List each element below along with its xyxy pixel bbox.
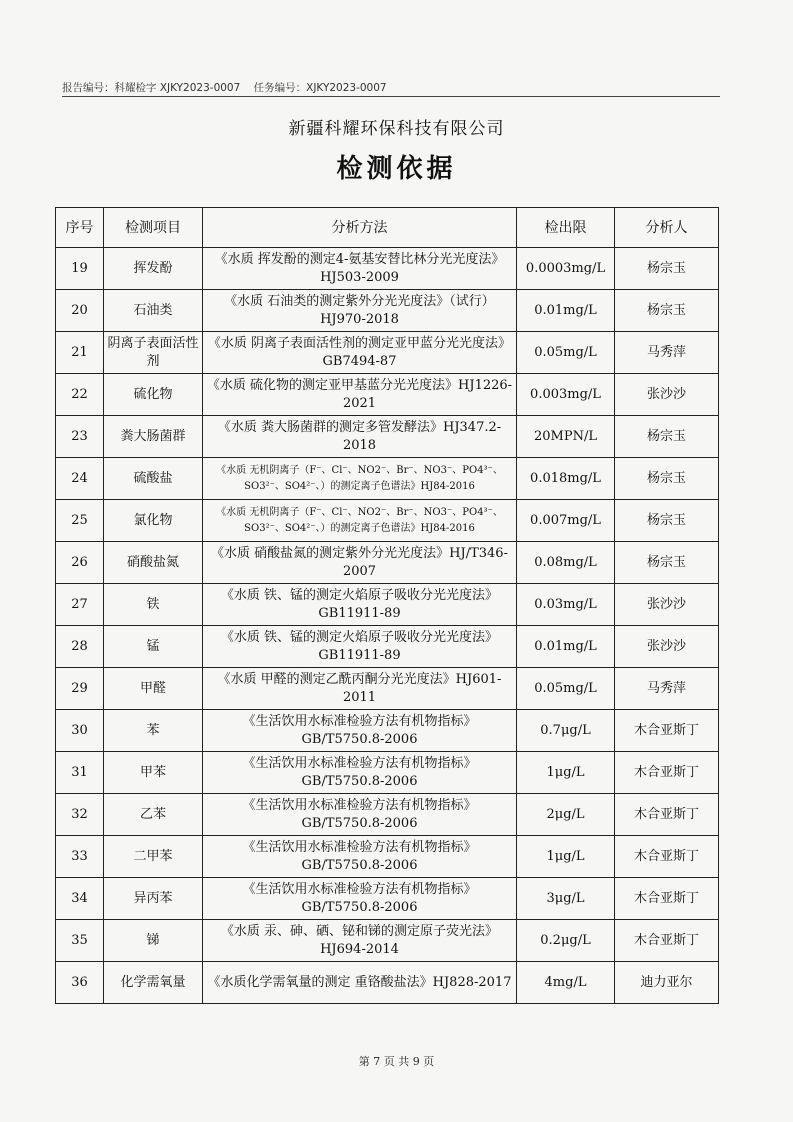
cell-method: 《生活饮用水标准检验方法有机物指标》GB/T5750.8-2006 bbox=[203, 878, 517, 920]
cell-analyst: 木合亚斯丁 bbox=[615, 794, 719, 836]
cell-analyst: 木合亚斯丁 bbox=[615, 710, 719, 752]
cell-analyst: 张沙沙 bbox=[615, 584, 719, 626]
cell-method: 《水质 无机阴离子（F⁻、Cl⁻、NO2⁻、Br⁻、NO3⁻、PO4³⁻、SO3²⁻、SO4²⁻、）的测定离子色谱法》HJ84-2016 bbox=[203, 458, 517, 500]
cell-limit: 0.018mg/L bbox=[517, 458, 615, 500]
cell-limit: 0.01mg/L bbox=[517, 626, 615, 668]
cell-limit: 0.05mg/L bbox=[517, 332, 615, 374]
table-row bbox=[56, 542, 719, 584]
table-row bbox=[56, 962, 719, 1004]
cell-item: 挥发酚 bbox=[104, 248, 203, 290]
table-row bbox=[56, 710, 719, 752]
page-title: 检测依据 bbox=[336, 154, 457, 184]
table-row bbox=[56, 332, 719, 374]
cell-method: 《水质 硫化物的测定亚甲基蓝分光光度法》HJ1226-2021 bbox=[203, 374, 517, 416]
cell-seq: 30 bbox=[56, 710, 104, 752]
cell-item: 硫酸盐 bbox=[104, 458, 203, 500]
header-divider bbox=[62, 96, 720, 97]
cell-method: 《水质 甲醛的测定乙酰丙酮分光光度法》HJ601-2011 bbox=[203, 668, 517, 710]
cell-method: 《水质 粪大肠菌群的测定多管发酵法》HJ347.2-2018 bbox=[203, 416, 517, 458]
column-header-analyst: 分析人 bbox=[615, 208, 719, 248]
cell-method: 《水质 石油类的测定紫外分光光度法》（试行）HJ970-2018 bbox=[203, 290, 517, 332]
cell-seq: 24 bbox=[56, 458, 104, 500]
cell-seq: 32 bbox=[56, 794, 104, 836]
column-header-seq: 序号 bbox=[56, 208, 104, 248]
cell-method: 《生活饮用水标准检验方法有机物指标》GB/T5750.8-2006 bbox=[203, 836, 517, 878]
cell-item: 硫化物 bbox=[104, 374, 203, 416]
cell-method: 《生活饮用水标准检验方法有机物指标》GB/T5750.8-2006 bbox=[203, 710, 517, 752]
cell-seq: 21 bbox=[56, 332, 104, 374]
cell-method: 《水质 无机阴离子（F⁻、Cl⁻、NO2⁻、Br⁻、NO3⁻、PO4³⁻、SO3²⁻、SO4²⁻、）的测定离子色谱法》HJ84-2016 bbox=[203, 500, 517, 542]
column-header-limit: 检出限 bbox=[517, 208, 615, 248]
table-row bbox=[56, 500, 719, 542]
table-row bbox=[56, 458, 719, 500]
table-row bbox=[56, 248, 719, 290]
cell-seq: 33 bbox=[56, 836, 104, 878]
cell-method: 《水质 铁、锰的测定火焰原子吸收分光光度法》GB11911-89 bbox=[203, 584, 517, 626]
cell-analyst: 木合亚斯丁 bbox=[615, 920, 719, 962]
cell-method: 《水质 汞、砷、硒、铋和锑的测定原子荧光法》HJ694-2014 bbox=[203, 920, 517, 962]
table-row bbox=[56, 668, 719, 710]
cell-item: 石油类 bbox=[104, 290, 203, 332]
table-row bbox=[56, 920, 719, 962]
cell-analyst: 木合亚斯丁 bbox=[615, 878, 719, 920]
cell-seq: 36 bbox=[56, 962, 104, 1004]
cell-limit: 0.08mg/L bbox=[517, 542, 615, 584]
cell-item: 阴离子表面活性剂 bbox=[104, 332, 203, 374]
table-row bbox=[56, 878, 719, 920]
cell-analyst: 杨宗玉 bbox=[615, 500, 719, 542]
cell-analyst: 张沙沙 bbox=[615, 626, 719, 668]
table-row bbox=[56, 416, 719, 458]
cell-limit: 0.05mg/L bbox=[517, 668, 615, 710]
cell-method: 《生活饮用水标准检验方法有机物指标》GB/T5750.8-2006 bbox=[203, 752, 517, 794]
cell-limit: 0.01mg/L bbox=[517, 290, 615, 332]
column-header-item: 检测项目 bbox=[104, 208, 203, 248]
cell-limit: 0.007mg/L bbox=[517, 500, 615, 542]
cell-limit: 4mg/L bbox=[517, 962, 615, 1004]
cell-method: 《水质 硝酸盐氮的测定紫外分光光度法》HJ/T346-2007 bbox=[203, 542, 517, 584]
cell-analyst: 杨宗玉 bbox=[615, 416, 719, 458]
cell-item: 化学需氧量 bbox=[104, 962, 203, 1004]
cell-item: 苯 bbox=[104, 710, 203, 752]
cell-item: 乙苯 bbox=[104, 794, 203, 836]
cell-item: 甲醛 bbox=[104, 668, 203, 710]
cell-limit: 1μg/L bbox=[517, 836, 615, 878]
cell-item: 铁 bbox=[104, 584, 203, 626]
cell-analyst: 迪力亚尔 bbox=[615, 962, 719, 1004]
cell-seq: 34 bbox=[56, 878, 104, 920]
cell-seq: 23 bbox=[56, 416, 104, 458]
table-row bbox=[56, 836, 719, 878]
cell-analyst: 木合亚斯丁 bbox=[615, 752, 719, 794]
cell-item: 异丙苯 bbox=[104, 878, 203, 920]
cell-analyst: 杨宗玉 bbox=[615, 248, 719, 290]
cell-seq: 22 bbox=[56, 374, 104, 416]
cell-method: 《生活饮用水标准检验方法有机物指标》GB/T5750.8-2006 bbox=[203, 794, 517, 836]
company-name: 新疆科耀环保科技有限公司 bbox=[288, 119, 505, 139]
cell-limit: 3μg/L bbox=[517, 878, 615, 920]
cell-seq: 25 bbox=[56, 500, 104, 542]
cell-seq: 27 bbox=[56, 584, 104, 626]
cell-limit: 2μg/L bbox=[517, 794, 615, 836]
cell-item: 二甲苯 bbox=[104, 836, 203, 878]
cell-method: 《水质 阴离子表面活性剂的测定亚甲蓝分光光度法》GB7494-87 bbox=[203, 332, 517, 374]
table-row bbox=[56, 794, 719, 836]
cell-seq: 35 bbox=[56, 920, 104, 962]
cell-item: 氯化物 bbox=[104, 500, 203, 542]
cell-limit: 0.03mg/L bbox=[517, 584, 615, 626]
cell-method: 《水质 铁、锰的测定火焰原子吸收分光光度法》GB11911-89 bbox=[203, 626, 517, 668]
task-number: 任务编号：XJKY2023-0007 bbox=[253, 82, 387, 94]
cell-seq: 26 bbox=[56, 542, 104, 584]
cell-analyst: 杨宗玉 bbox=[615, 458, 719, 500]
cell-method: 《水质 挥发酚的测定4-氨基安替比林分光光度法》HJ503-2009 bbox=[203, 248, 517, 290]
cell-limit: 0.7μg/L bbox=[517, 710, 615, 752]
column-header-method: 分析方法 bbox=[203, 208, 517, 248]
cell-method: 《水质化学需氧量的测定 重铬酸盐法》HJ828-2017 bbox=[203, 962, 517, 1004]
cell-analyst: 木合亚斯丁 bbox=[615, 836, 719, 878]
table-row bbox=[56, 626, 719, 668]
report-number: 报告编号：科耀检字 XJKY2023-0007 bbox=[62, 82, 241, 94]
cell-analyst: 杨宗玉 bbox=[615, 542, 719, 584]
cell-analyst: 杨宗玉 bbox=[615, 290, 719, 332]
cell-seq: 29 bbox=[56, 668, 104, 710]
report-header bbox=[62, 80, 397, 95]
cell-seq: 20 bbox=[56, 290, 104, 332]
table-row bbox=[56, 290, 719, 332]
table-row bbox=[56, 584, 719, 626]
cell-item: 甲苯 bbox=[104, 752, 203, 794]
cell-analyst: 马秀萍 bbox=[615, 668, 719, 710]
cell-limit: 0.003mg/L bbox=[517, 374, 615, 416]
cell-analyst: 张沙沙 bbox=[615, 374, 719, 416]
table-body bbox=[56, 248, 719, 1004]
cell-seq: 19 bbox=[56, 248, 104, 290]
cell-seq: 31 bbox=[56, 752, 104, 794]
table-row bbox=[56, 374, 719, 416]
cell-analyst: 马秀萍 bbox=[615, 332, 719, 374]
cell-limit: 0.2μg/L bbox=[517, 920, 615, 962]
table-row bbox=[56, 752, 719, 794]
page-number: 第 7 页 共 9 页 bbox=[358, 1055, 435, 1068]
cell-limit: 0.0003mg/L bbox=[517, 248, 615, 290]
table-header-row bbox=[56, 208, 719, 248]
cell-limit: 1μg/L bbox=[517, 752, 615, 794]
cell-item: 锰 bbox=[104, 626, 203, 668]
basis-table bbox=[55, 207, 719, 1004]
cell-limit: 20MPN/L bbox=[517, 416, 615, 458]
cell-item: 粪大肠菌群 bbox=[104, 416, 203, 458]
cell-item: 锑 bbox=[104, 920, 203, 962]
cell-item: 硝酸盐氮 bbox=[104, 542, 203, 584]
cell-seq: 28 bbox=[56, 626, 104, 668]
